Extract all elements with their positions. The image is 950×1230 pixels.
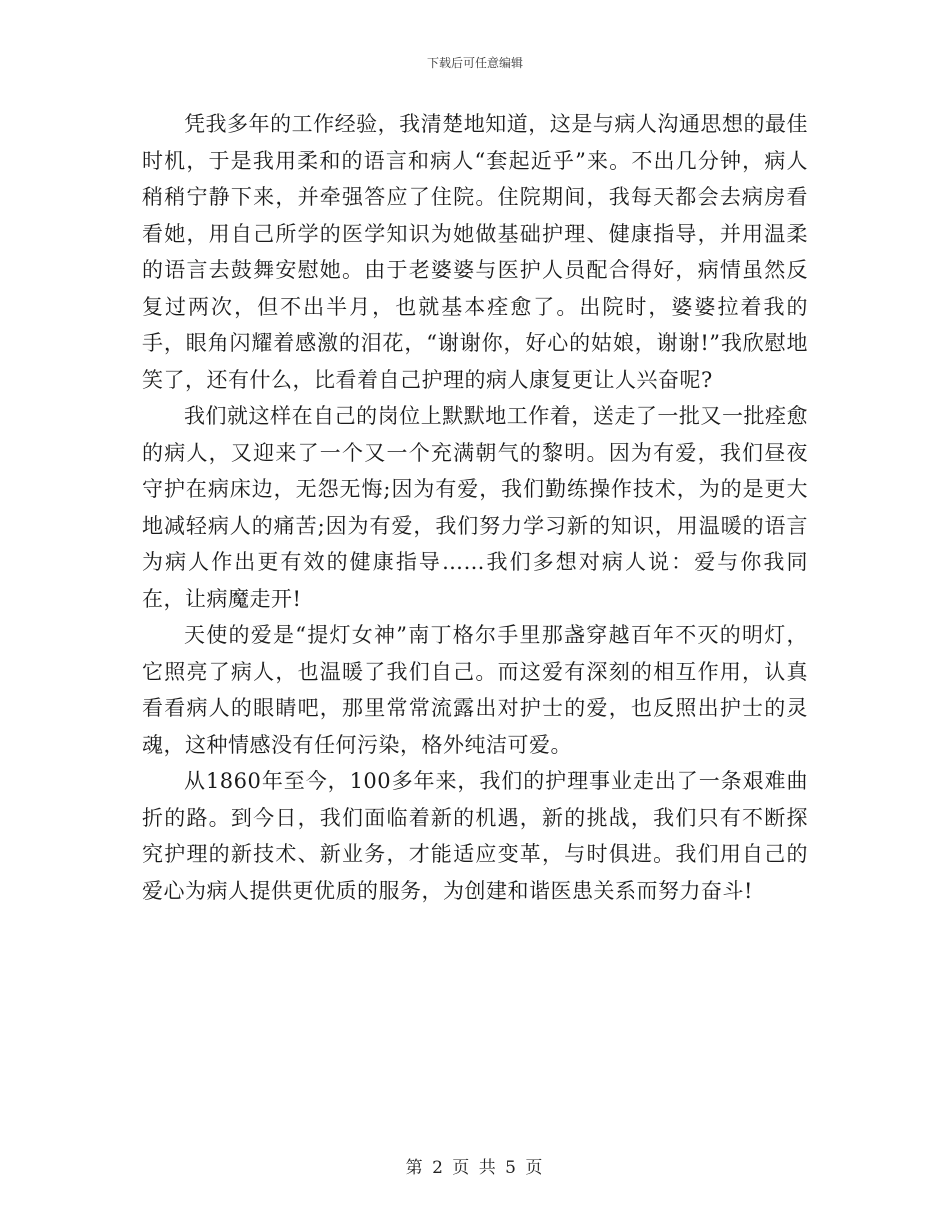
paragraph: 我们就这样在自己的岗位上默默地工作着，送走了一批又一批痊愈的病人，又迎来了一个又一个充满朝气的黎明。因为有爱，我们昼夜守护在病床边，无怨无悔;因为有爱，我们勤练操作技术，为的是更大地减轻病人的痛苦;因为有爱，我们努力学习新的知识，用温暖的语言为病人作出更有效的健康指导……我们多想对病人说：爱与你我同在，让病魔走开! bbox=[142, 404, 808, 611]
document-body bbox=[142, 106, 808, 909]
page-footer: 第 2 页 共 5 页 bbox=[405, 1158, 545, 1178]
paragraph: 天使的爱是“提灯女神”南丁格尔手里那盏穿越百年不灭的明灯，它照亮了病人，也温暖了我们自己。而这爱有深刻的相互作用，认真看看病人的眼睛吧，那里常常流露出对护士的爱，也反照出护士的灵魂，这种情感没有任何污染，格外纯洁可爱。 bbox=[142, 623, 808, 757]
paragraph: 从1860年至今，100多年来，我们的护理事业走出了一条艰难曲折的路。到今日，我们面临着新的机遇，新的挑战，我们只有不断探究护理的新技术、新业务，才能适应变革，与时俱进。我们用自己的爱心为病人提供更优质的服务，为创建和谐医患关系而努力奋斗! bbox=[142, 769, 808, 903]
paragraph: 凭我多年的工作经验，我清楚地知道，这是与病人沟通思想的最佳时机，于是我用柔和的语言和病人“套起近乎”来。不出几分钟，病人稍稍宁静下来，并牵强答应了住院。住院期间，我每天都会去病房看看她，用自己所学的医学知识为她做基础护理、健康指导，并用温柔的语言去鼓舞安慰她。由于老婆婆与医护人员配合得好，病情虽然反复过两次，但不出半月，也就基本痊愈了。出院时，婆婆拉着我的手，眼角闪耀着感激的泪花，“谢谢你，好心的姑娘，谢谢!”我欣慰地笑了，还有什么，比看着自己护理的病人康复更让人兴奋呢? bbox=[142, 112, 808, 392]
page-header: 下载后可任意编辑 bbox=[426, 56, 523, 70]
